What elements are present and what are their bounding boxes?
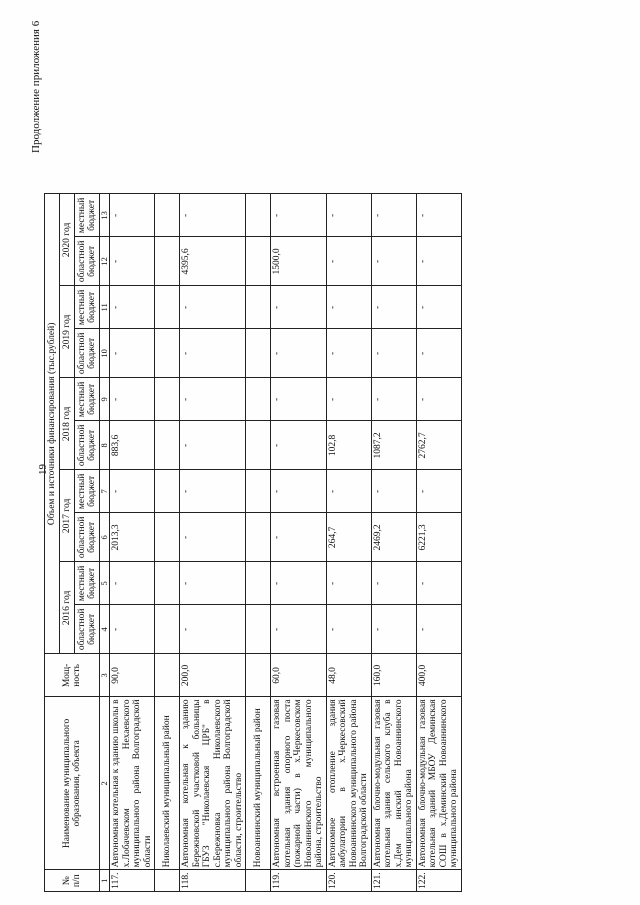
empty-cell [155, 378, 180, 421]
funding-value: - [416, 194, 461, 237]
table-row [416, 194, 461, 892]
funding-value: - [271, 421, 327, 470]
funding-value: - [271, 329, 327, 378]
funding-value: - [416, 237, 461, 286]
funding-value: - [110, 286, 155, 329]
power-value: 200,0 [180, 654, 246, 697]
funding-value: - [416, 329, 461, 378]
header-year: 2019 год [60, 286, 75, 378]
column-number: 6 [100, 513, 110, 562]
object-name: Автономная котельная к зданию школы в х.Лобачевском Нехаевского муниципального района Волгоградской области [110, 697, 155, 870]
funding-value: - [110, 470, 155, 513]
header-power: Мощ-ность [45, 654, 100, 697]
power-value: 160,0 [371, 654, 416, 697]
column-number: 12 [100, 237, 110, 286]
empty-cell [155, 194, 180, 237]
funding-value: - [271, 562, 327, 605]
funding-value: - [271, 605, 327, 654]
financing-table [44, 193, 462, 892]
power-value: 48,0 [326, 654, 371, 697]
table-row [180, 194, 246, 892]
table-row [371, 194, 416, 892]
funding-value: 264,7 [326, 513, 371, 562]
empty-cell [155, 237, 180, 286]
funding-value: 2469,2 [371, 513, 416, 562]
funding-value: - [180, 562, 246, 605]
funding-value: - [180, 378, 246, 421]
empty-cell [246, 470, 271, 513]
header-local: местный бюджет [75, 378, 100, 421]
funding-value: - [371, 329, 416, 378]
funding-value: - [326, 470, 371, 513]
empty-cell [246, 237, 271, 286]
table-row [271, 194, 327, 892]
funding-value: - [110, 237, 155, 286]
power-value: 90,0 [110, 654, 155, 697]
funding-value: 2013,3 [110, 513, 155, 562]
funding-value: - [271, 286, 327, 329]
object-name: Автономное отопление здания амбулатории в х.Черкесовский Новоаннинского муниципального района Волгоградской области [326, 697, 371, 870]
empty-cell [246, 513, 271, 562]
empty-cell [246, 605, 271, 654]
object-name: Автономная встроенная газовая котельная здания опорного поста (пожарной части) в х.Черкесовском Новоаннинского муниципального района, строительство [271, 697, 327, 870]
header-local: местный бюджет [75, 286, 100, 329]
funding-value: - [326, 605, 371, 654]
funding-value: - [371, 470, 416, 513]
header-year: 2017 год [60, 470, 75, 562]
row-number: 122. [416, 870, 461, 892]
row-number: 120. [326, 870, 371, 892]
column-number: 7 [100, 470, 110, 513]
funding-value: - [371, 194, 416, 237]
empty-cell [155, 286, 180, 329]
table-body [110, 194, 462, 892]
funding-value: - [416, 605, 461, 654]
power-value: 60,0 [271, 654, 327, 697]
funding-value: - [271, 470, 327, 513]
funding-value: 4395,6 [180, 237, 246, 286]
empty-cell [246, 562, 271, 605]
column-number: 11 [100, 286, 110, 329]
funding-value: - [371, 286, 416, 329]
empty-cell [155, 870, 180, 892]
funding-value: 1500,0 [271, 237, 327, 286]
table-row [110, 194, 155, 892]
funding-value: - [180, 513, 246, 562]
funding-value: - [371, 237, 416, 286]
empty-cell [155, 329, 180, 378]
funding-value: - [326, 194, 371, 237]
column-number: 10 [100, 329, 110, 378]
funding-value: - [326, 329, 371, 378]
empty-cell [155, 562, 180, 605]
funding-value: - [180, 470, 246, 513]
row-number: 121. [371, 870, 416, 892]
empty-cell [246, 870, 271, 892]
column-number: 13 [100, 194, 110, 237]
funding-value: - [110, 562, 155, 605]
continuation-label: Продолжение приложения 6 [30, 20, 42, 153]
funding-value: 1087,2 [371, 421, 416, 470]
header-num: № п/п [45, 870, 100, 892]
funding-value: - [180, 605, 246, 654]
funding-value: - [180, 194, 246, 237]
object-name: Автономная блочно-модульная газовая котельная здания сельского клуба в х.Дем инский Новоаннинского муниципального района [371, 697, 416, 870]
funding-value: - [326, 378, 371, 421]
funding-value: - [326, 562, 371, 605]
empty-cell [155, 654, 180, 697]
funding-value: - [110, 378, 155, 421]
funding-value: - [271, 194, 327, 237]
header-regional: областной бюджет [75, 605, 100, 654]
empty-cell [155, 605, 180, 654]
header-year: 2016 год [60, 562, 75, 654]
funding-value: - [326, 286, 371, 329]
header-year: 2018 год [60, 378, 75, 470]
funding-value: - [416, 562, 461, 605]
funding-value: - [416, 378, 461, 421]
funding-value: - [271, 513, 327, 562]
object-name: Автономная блочно-модульная газовая котельная зданий МБОУ Деминская СОШ в х.Деминский Новоаннинского муниципального района [416, 697, 461, 870]
empty-cell [246, 194, 271, 237]
funding-value: - [180, 329, 246, 378]
municipality-name: Николаевский муниципальный район [155, 697, 180, 870]
row-number: 117. [110, 870, 155, 892]
funding-value: - [326, 237, 371, 286]
page-number: 19 [37, 464, 49, 475]
funding-value: - [110, 605, 155, 654]
header-local: местный бюджет [75, 470, 100, 513]
funding-value: - [110, 329, 155, 378]
object-name: Автономная котельная к зданию Бережновской участковой больницы ГБУЗ "Николаевская ЦРБ" в с.Бережновка Николаевского муниципального района Волгоградской области, строительство [180, 697, 246, 870]
funding-value: 102,8 [326, 421, 371, 470]
municipality-row [155, 194, 180, 892]
empty-cell [246, 421, 271, 470]
column-number: 5 [100, 562, 110, 605]
header-name: Наименование муниципального образования, объекта [45, 697, 100, 870]
funding-value: 883,6 [110, 421, 155, 470]
funding-value: - [371, 378, 416, 421]
header-regional: областной бюджет [75, 329, 100, 378]
header-regional: областной бюджет [75, 421, 100, 470]
funding-value: - [110, 194, 155, 237]
empty-cell [246, 654, 271, 697]
row-number: 119. [271, 870, 327, 892]
column-numbers-row [100, 194, 110, 892]
funding-value: 2762,7 [416, 421, 461, 470]
row-number: 118. [180, 870, 246, 892]
column-number: 9 [100, 378, 110, 421]
power-value: 400,0 [416, 654, 461, 697]
empty-cell [155, 421, 180, 470]
funding-value: - [271, 378, 327, 421]
municipality-name: Новоаннинский муниципальный район [246, 697, 271, 870]
empty-cell [155, 513, 180, 562]
header-regional: областной бюджет [75, 513, 100, 562]
column-number: 1 [100, 870, 110, 892]
funding-value: - [416, 286, 461, 329]
funding-value: - [180, 421, 246, 470]
header-funding: Объем и источники финансирования (тыс.рублей) [45, 194, 60, 654]
empty-cell [246, 286, 271, 329]
funding-value: - [371, 605, 416, 654]
column-number: 3 [100, 654, 110, 697]
funding-value: - [180, 286, 246, 329]
header-local: местный бюджет [75, 562, 100, 605]
column-number: 2 [100, 697, 110, 870]
header-year: 2020 год [60, 194, 75, 286]
empty-cell [155, 470, 180, 513]
funding-value: 6221,3 [416, 513, 461, 562]
municipality-row [246, 194, 271, 892]
table-row [326, 194, 371, 892]
column-number: 4 [100, 605, 110, 654]
column-number: 8 [100, 421, 110, 470]
header-regional: областной бюджет [75, 237, 100, 286]
header-local: местный бюджет [75, 194, 100, 237]
funding-value: - [416, 470, 461, 513]
empty-cell [246, 329, 271, 378]
funding-value: - [371, 562, 416, 605]
empty-cell [246, 378, 271, 421]
